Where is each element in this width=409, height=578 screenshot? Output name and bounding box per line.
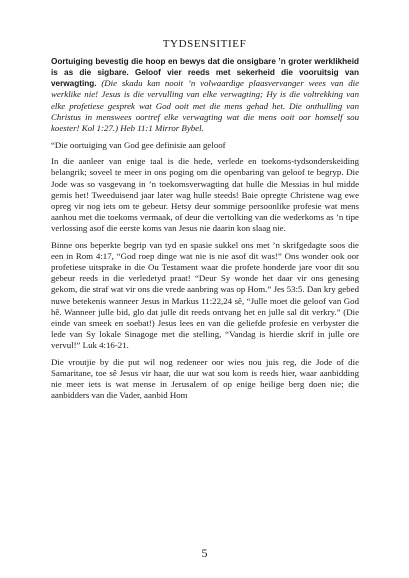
page-title: TYDSENSITIEF <box>162 38 247 50</box>
paragraph-3: Die vroutjie by die put wil nog redeneer oor wies nou juis reg, die Jode of die Samaritane, toe sê Jesus vir haar, die uur wat sou kom is reeds hier, waar aanbidding nie meer iets is wat mense in Jerusalem of op enige heilige berg doen nie; die aanbidders van die Vader, aanbid Hom <box>51 356 359 401</box>
intro-bold-text: Oortuiging bevestig die hoop en bewys dat die onsigbare ’n groter werklikheid is as die sigbare. Geloof vier reeds met sekerheid die vooruitsig van verwagting. <box>51 57 359 89</box>
quote-line: “Die oortuiging van God gee definisie aan geloof <box>51 139 226 150</box>
paragraph-1: In die aanleer van enige taal is die hede, verlede en toekoms-tydsonderskeiding belangrik; soveel te meer in ons poging om die openbaring van geloof te begryp. Die Jode was so vasgevang in ’n toekomsverwagting dat hulle die Messias in hul midde gemis het! Tweeduisend jaar later wag hulle steeds! Baie opregte Christene wag ewe opreg vir nog iets om te gebeur. Hetsy deur sommige persoonlike profesie wat mens aanhou met die toekoms vermaak, of deur die vertolking van die wederkoms as ’n tipe verlossing asof die eerste koms van Jesus nie daarin kon slaag nie. <box>51 156 359 234</box>
intro-paragraph <box>51 56 359 134</box>
body-text <box>51 56 359 407</box>
paragraph-2: Binne ons beperkte begrip van tyd en spasie sukkel ons met ’n skrifgedagte soos die een in Rom 4:17, “God roep dinge wat nie is nie asof dit was!” Ons wonder ook oor profetiese uitsprake in die Ou Testament waar die profete honderde jare voor dit sou gebeur reeds in die verledetyd praat! “Deur Sy wonde het daar vir ons genesing gekom, die straf wat vir ons die vrede aanbring was op Hom.” Jes 53:5. Dan kry gebed nuwe betekenis wanneer Jesus in Markus 11:22,24 sê, “Julle moet die geloof van God hê. Wanneer julle bid, glo dat julle dit reeds ontvang het en julle sal dit verkry.” (Die einde van smeek en soebat!) Jesus lees en van die geliefde profesie en verbyster die lede van Sy lokale Sinagoge met die stelling, “Vandag is hierdie skrif in julle ore vervul!” Luk 4:16-21. <box>51 239 359 351</box>
intro-italic-text: (Die skadu kan nooit ’n volwaardige plaasvervanger wees van die werklike nie! Jesus is die vervulling van elke verwagting; Hy is die voltrekking van elke profetiese gesprek wat God ooit met die mens gehad het. Die onthulling van Christus in menswees oortref elke verwagting wat die mens ooit oor homself sou koester! Kol 1:27.) Heb 11:1 Mirror Bybel. <box>51 78 359 133</box>
page-number: 5 <box>201 546 208 560</box>
